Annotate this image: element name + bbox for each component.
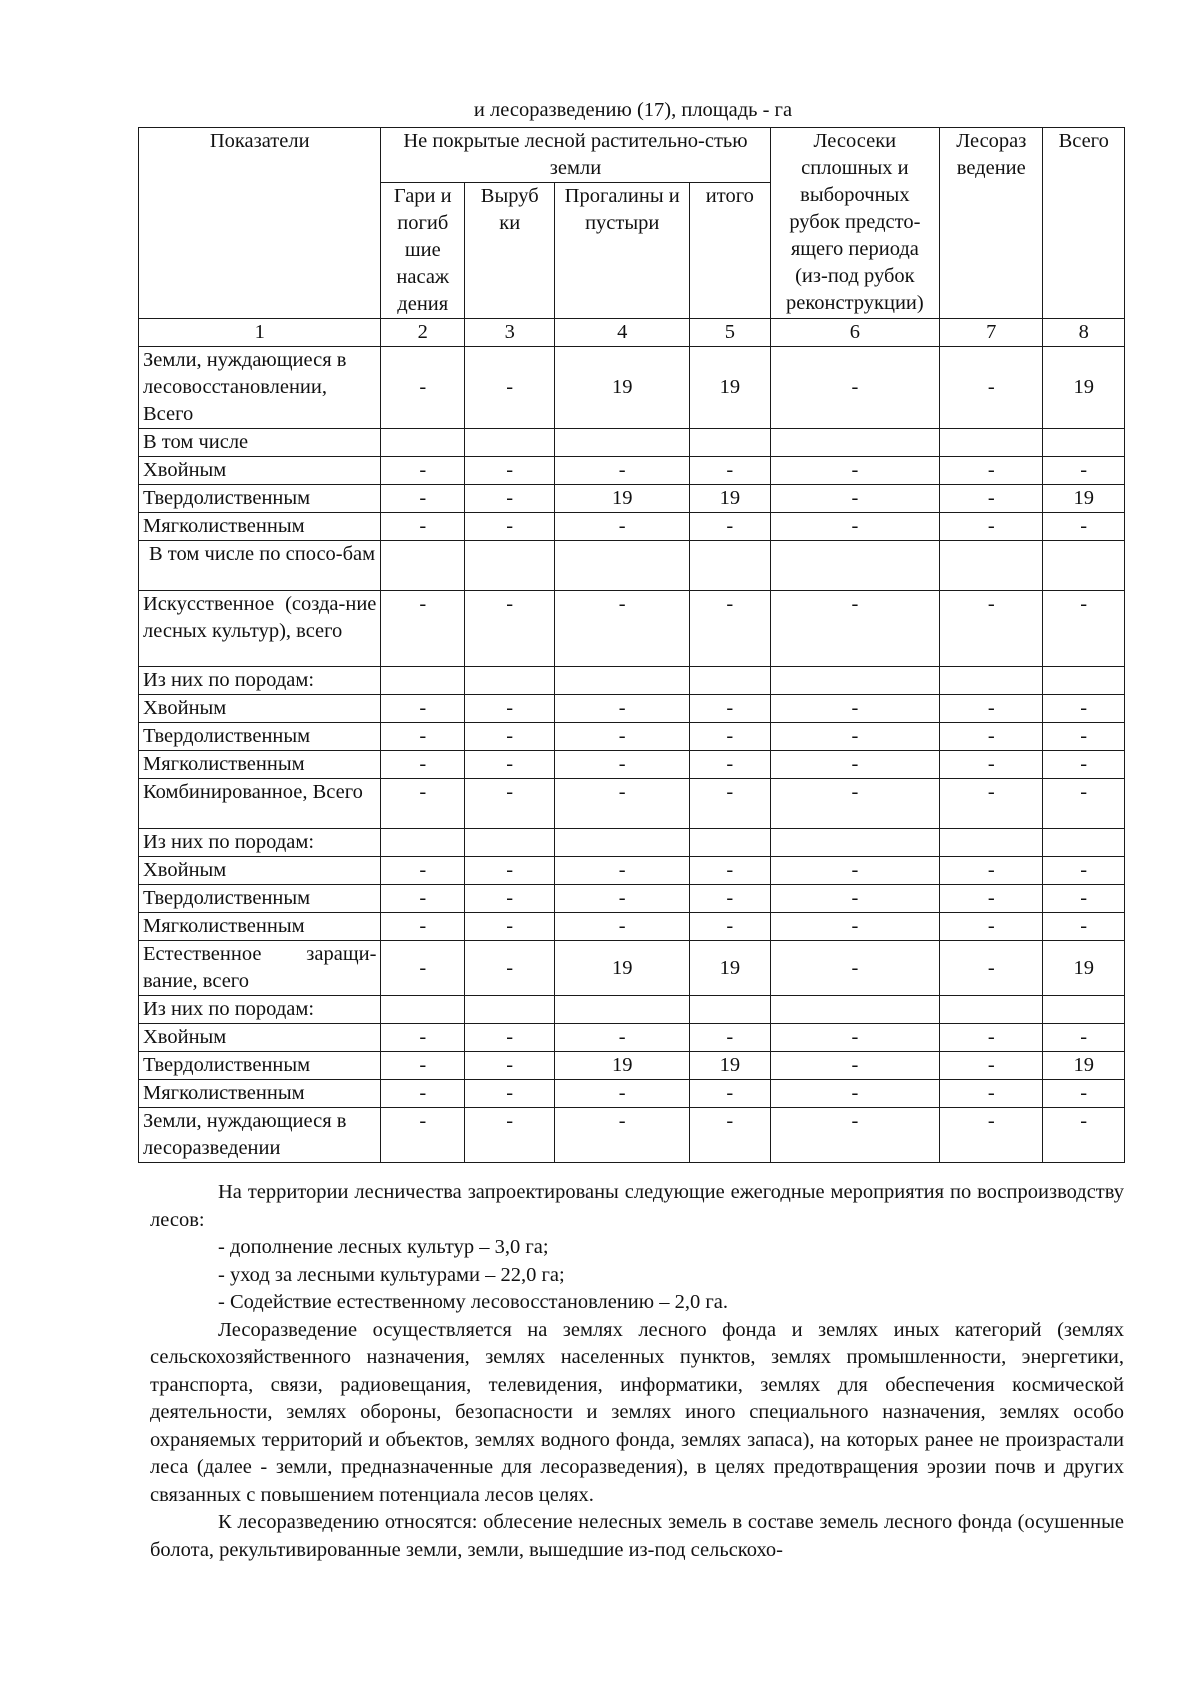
- table-cell: -: [940, 457, 1043, 485]
- table-cell: -: [465, 1080, 555, 1108]
- table-cell: 19: [1043, 941, 1125, 996]
- column-number: 5: [690, 319, 770, 347]
- table-cell: [1043, 829, 1125, 857]
- table-cell: -: [465, 347, 555, 429]
- table-cell: -: [555, 913, 690, 941]
- row-label: Хвойным: [139, 857, 381, 885]
- row-label: Комбинированное, Всего: [139, 779, 381, 829]
- table-row: [139, 1024, 1125, 1052]
- table-cell: -: [770, 723, 940, 751]
- table-cell: -: [770, 591, 940, 667]
- table-cell: -: [940, 485, 1043, 513]
- reforestation-table: [138, 127, 1125, 1163]
- table-row: [139, 829, 1125, 857]
- table-cell: -: [940, 513, 1043, 541]
- row-label: Из них по породам:: [139, 667, 381, 695]
- column-number: 7: [940, 319, 1043, 347]
- bullet-item: - Содействие естественному лесовосстановлению – 2,0 га.: [218, 1291, 728, 1313]
- table-cell: -: [940, 751, 1043, 779]
- table-cell: 19: [1043, 1052, 1125, 1080]
- table-cell: -: [381, 1080, 465, 1108]
- table-cell: -: [1043, 779, 1125, 829]
- table-cell: -: [465, 591, 555, 667]
- table-row: [139, 1080, 1125, 1108]
- table-cell: -: [770, 779, 940, 829]
- table-cell: [381, 541, 465, 591]
- row-label: Мягколиственным: [139, 751, 381, 779]
- table-cell: 19: [555, 1052, 690, 1080]
- table-cell: -: [770, 857, 940, 885]
- table-cell: [1043, 429, 1125, 457]
- row-label: Твердолиственным: [139, 723, 381, 751]
- row-label: Хвойным: [139, 695, 381, 723]
- column-number: 2: [381, 319, 465, 347]
- table-row: [139, 751, 1125, 779]
- table-cell: [770, 996, 940, 1024]
- table-cell: 19: [690, 941, 770, 996]
- table-cell: -: [770, 913, 940, 941]
- table-row: [139, 485, 1125, 513]
- table-cell: [555, 541, 690, 591]
- row-label: Хвойным: [139, 457, 381, 485]
- table-row: [139, 457, 1125, 485]
- table-cell: -: [690, 913, 770, 941]
- table-cell: -: [940, 347, 1043, 429]
- intro-paragraph: На территории лесничества запроектированы следующие ежегодные мероприятия по воспроизводству лесов:: [150, 1181, 1124, 1231]
- table-cell: [690, 667, 770, 695]
- table-cell: -: [465, 1024, 555, 1052]
- table-cell: -: [381, 591, 465, 667]
- header-total: Всего: [1043, 128, 1125, 319]
- table-cell: 19: [690, 1052, 770, 1080]
- row-label: В том числе: [139, 429, 381, 457]
- row-label: Из них по породам:: [139, 829, 381, 857]
- table-cell: 19: [1043, 485, 1125, 513]
- table-cell: -: [1043, 1024, 1125, 1052]
- table-cell: -: [940, 591, 1043, 667]
- row-label: В том числе по спосо-бам: [139, 541, 381, 591]
- table-cell: [770, 429, 940, 457]
- table-cell: -: [465, 885, 555, 913]
- afforestation-paragraph: Лесоразведение осуществляется на землях лесного фонда и землях иных категорий (землях сельскохозяйственного назначения, землях населенных пунктов, землях промышленности, энергетики, транспорта, связи, радиовещания, телевидения, информатики, землях для обеспечения космической деятельности, землях обороны, безопасности и землях иного специального назначения, землях особо охраняемых территорий и объектов, землях водного фонда, землях запаса), на которых ранее не произрастали леса (далее - земли, предназначенные для лесоразведения), в целях предотвращения эрозии почв и других связанных с повышением потенциала лесов целях.: [150, 1318, 1124, 1506]
- table-cell: [690, 996, 770, 1024]
- row-label: Из них по породам:: [139, 996, 381, 1024]
- table-cell: 19: [690, 485, 770, 513]
- table-row: [139, 513, 1125, 541]
- table-cell: -: [465, 857, 555, 885]
- table-row: [139, 941, 1125, 996]
- table-cell: [940, 996, 1043, 1024]
- table-cell: 19: [555, 485, 690, 513]
- table-cell: -: [1043, 591, 1125, 667]
- table-row: [139, 667, 1125, 695]
- table-cell: -: [465, 457, 555, 485]
- table-cell: -: [381, 347, 465, 429]
- table-cell: -: [555, 723, 690, 751]
- header-subtotal: итого: [690, 183, 770, 319]
- table-cell: [555, 996, 690, 1024]
- table-cell: [555, 667, 690, 695]
- bullet-item: - дополнение лесных культур – 3,0 га;: [218, 1236, 549, 1258]
- table-cell: -: [465, 723, 555, 751]
- header-glades: Прогалины и пустыри: [555, 183, 690, 319]
- table-cell: -: [770, 347, 940, 429]
- table-cell: -: [690, 723, 770, 751]
- afforestation-types-paragraph: К лесоразведению относятся: облесение нелесных земель в составе земель лесного фонда (осушенные болота, рекультивированные земли, земли, вышедшие из-под сельскохо-: [150, 1511, 1124, 1561]
- row-label: Твердолиственным: [139, 485, 381, 513]
- table-cell: -: [690, 857, 770, 885]
- column-number: 6: [770, 319, 940, 347]
- table-cell: -: [690, 457, 770, 485]
- table-cell: -: [555, 513, 690, 541]
- table-cell: -: [1043, 513, 1125, 541]
- table-cell: -: [465, 779, 555, 829]
- table-cell: -: [381, 941, 465, 996]
- table-cell: -: [1043, 751, 1125, 779]
- table-row: [139, 695, 1125, 723]
- table-cell: -: [465, 913, 555, 941]
- row-label: Мягколиственным: [139, 1080, 381, 1108]
- table-cell: -: [465, 1108, 555, 1163]
- table-cell: -: [465, 485, 555, 513]
- table-cell: -: [1043, 885, 1125, 913]
- table-cell: [770, 541, 940, 591]
- table-cell: [940, 541, 1043, 591]
- table-cell: [1043, 996, 1125, 1024]
- table-cell: -: [940, 1052, 1043, 1080]
- table-row: [139, 541, 1125, 591]
- table-cell: [465, 996, 555, 1024]
- table-cell: -: [940, 885, 1043, 913]
- table-cell: [555, 429, 690, 457]
- table-cell: -: [1043, 913, 1125, 941]
- table-row: [139, 347, 1125, 429]
- table-cell: [690, 429, 770, 457]
- column-number: 3: [465, 319, 555, 347]
- table-cell: -: [770, 457, 940, 485]
- row-label: Хвойным: [139, 1024, 381, 1052]
- table-cell: -: [690, 695, 770, 723]
- header-unforested-group: Не покрытые лесной растительно-стью земли: [381, 128, 770, 183]
- table-row: [139, 857, 1125, 885]
- table-row: [139, 996, 1125, 1024]
- table-cell: -: [555, 1108, 690, 1163]
- table-cell: -: [940, 1080, 1043, 1108]
- table-row: [139, 591, 1125, 667]
- header-clearings: Выруб ки: [465, 183, 555, 319]
- table-cell: -: [1043, 857, 1125, 885]
- column-number: 8: [1043, 319, 1125, 347]
- table-cell: -: [690, 885, 770, 913]
- table-cell: -: [690, 591, 770, 667]
- table-cell: -: [465, 1052, 555, 1080]
- table-cell: -: [381, 457, 465, 485]
- table-cell: [381, 429, 465, 457]
- table-cell: -: [770, 885, 940, 913]
- table-cell: -: [770, 1080, 940, 1108]
- table-cell: 19: [555, 941, 690, 996]
- table-row: [139, 1108, 1125, 1163]
- table-cell: -: [940, 857, 1043, 885]
- table-cell: [940, 667, 1043, 695]
- header-afforestation: Лесораз ведение: [940, 128, 1043, 319]
- table-cell: 19: [1043, 347, 1125, 429]
- table-cell: -: [690, 751, 770, 779]
- table-cell: -: [1043, 457, 1125, 485]
- table-cell: -: [690, 513, 770, 541]
- table-cell: -: [555, 457, 690, 485]
- table-cell: -: [555, 695, 690, 723]
- row-label: Мягколиственным: [139, 513, 381, 541]
- row-label: Твердолиственным: [139, 885, 381, 913]
- table-cell: [465, 667, 555, 695]
- table-cell: -: [770, 1108, 940, 1163]
- table-cell: -: [770, 1024, 940, 1052]
- table-cell: [1043, 541, 1125, 591]
- table-cell: -: [381, 513, 465, 541]
- table-row: [139, 913, 1125, 941]
- table-cell: -: [1043, 1108, 1125, 1163]
- table-cell: -: [555, 751, 690, 779]
- table-cell: -: [940, 779, 1043, 829]
- bullet-item: - уход за лесными культурами – 22,0 га;: [218, 1263, 565, 1286]
- header-indicators: Показатели: [139, 128, 381, 319]
- table-cell: -: [381, 1108, 465, 1163]
- table-cell: -: [555, 591, 690, 667]
- table-cell: [381, 829, 465, 857]
- body-text: [150, 1179, 1124, 1564]
- table-cell: -: [465, 513, 555, 541]
- table-caption: и лесоразведению (17), площадь - га: [473, 99, 793, 121]
- table-cell: -: [381, 913, 465, 941]
- table-cell: -: [940, 723, 1043, 751]
- table-cell: -: [381, 695, 465, 723]
- table-cell: -: [555, 779, 690, 829]
- table-cell: -: [465, 695, 555, 723]
- table-cell: -: [555, 1080, 690, 1108]
- table-cell: -: [1043, 723, 1125, 751]
- table-cell: [940, 829, 1043, 857]
- table-cell: -: [690, 1080, 770, 1108]
- table-cell: -: [690, 779, 770, 829]
- table-cell: -: [940, 913, 1043, 941]
- table-cell: -: [940, 941, 1043, 996]
- table-cell: -: [940, 1024, 1043, 1052]
- column-number: 1: [139, 319, 381, 347]
- table-cell: -: [1043, 695, 1125, 723]
- table-cell: [465, 429, 555, 457]
- row-label: Мягколиственным: [139, 913, 381, 941]
- table-cell: [465, 829, 555, 857]
- table-cell: -: [381, 885, 465, 913]
- table-cell: -: [381, 1052, 465, 1080]
- table-cell: [1043, 667, 1125, 695]
- row-label: Земли, нуждающиеся в лесовосстановлении, Всего: [139, 347, 381, 429]
- table-row: [139, 885, 1125, 913]
- table-cell: -: [381, 751, 465, 779]
- table-cell: -: [555, 1024, 690, 1052]
- table-cell: [690, 829, 770, 857]
- table-cell: -: [381, 723, 465, 751]
- row-label: Земли, нуждающиеся в лесоразведении: [139, 1108, 381, 1163]
- table-row: [139, 723, 1125, 751]
- table-cell: -: [1043, 1080, 1125, 1108]
- table-row: [139, 429, 1125, 457]
- column-number: 4: [555, 319, 690, 347]
- table-cell: 19: [690, 347, 770, 429]
- table-cell: [381, 667, 465, 695]
- row-label: Естественное заращи-вание, всего: [139, 941, 381, 996]
- table-cell: [555, 829, 690, 857]
- table-cell: -: [555, 885, 690, 913]
- table-cell: [770, 667, 940, 695]
- table-cell: -: [770, 1052, 940, 1080]
- table-cell: -: [770, 941, 940, 996]
- table-cell: -: [770, 513, 940, 541]
- table-cell: [770, 829, 940, 857]
- table-cell: -: [381, 779, 465, 829]
- table-cell: [940, 429, 1043, 457]
- table-cell: -: [381, 1024, 465, 1052]
- table-cell: -: [770, 485, 940, 513]
- header-burned: Гари и погиб шие насаж дения: [381, 183, 465, 319]
- table-cell: -: [381, 485, 465, 513]
- table-cell: [690, 541, 770, 591]
- row-label: Твердолиственным: [139, 1052, 381, 1080]
- table-cell: -: [770, 695, 940, 723]
- table-row: [139, 779, 1125, 829]
- table-cell: -: [770, 751, 940, 779]
- table-cell: 19: [555, 347, 690, 429]
- table-cell: -: [381, 857, 465, 885]
- table-cell: -: [940, 1108, 1043, 1163]
- table-cell: -: [690, 1024, 770, 1052]
- table-cell: [465, 541, 555, 591]
- table-cell: -: [465, 941, 555, 996]
- table-cell: [381, 996, 465, 1024]
- header-logging: Лесосеки сплошных и выборочных рубок предсто-ящего периода (из-под рубок реконструкции): [770, 128, 940, 319]
- table-row: [139, 1052, 1125, 1080]
- table-cell: -: [555, 857, 690, 885]
- table-cell: -: [940, 695, 1043, 723]
- row-label: Искусственное (созда-ние лесных культур), всего: [139, 591, 381, 667]
- table-cell: -: [690, 1108, 770, 1163]
- table-cell: -: [465, 751, 555, 779]
